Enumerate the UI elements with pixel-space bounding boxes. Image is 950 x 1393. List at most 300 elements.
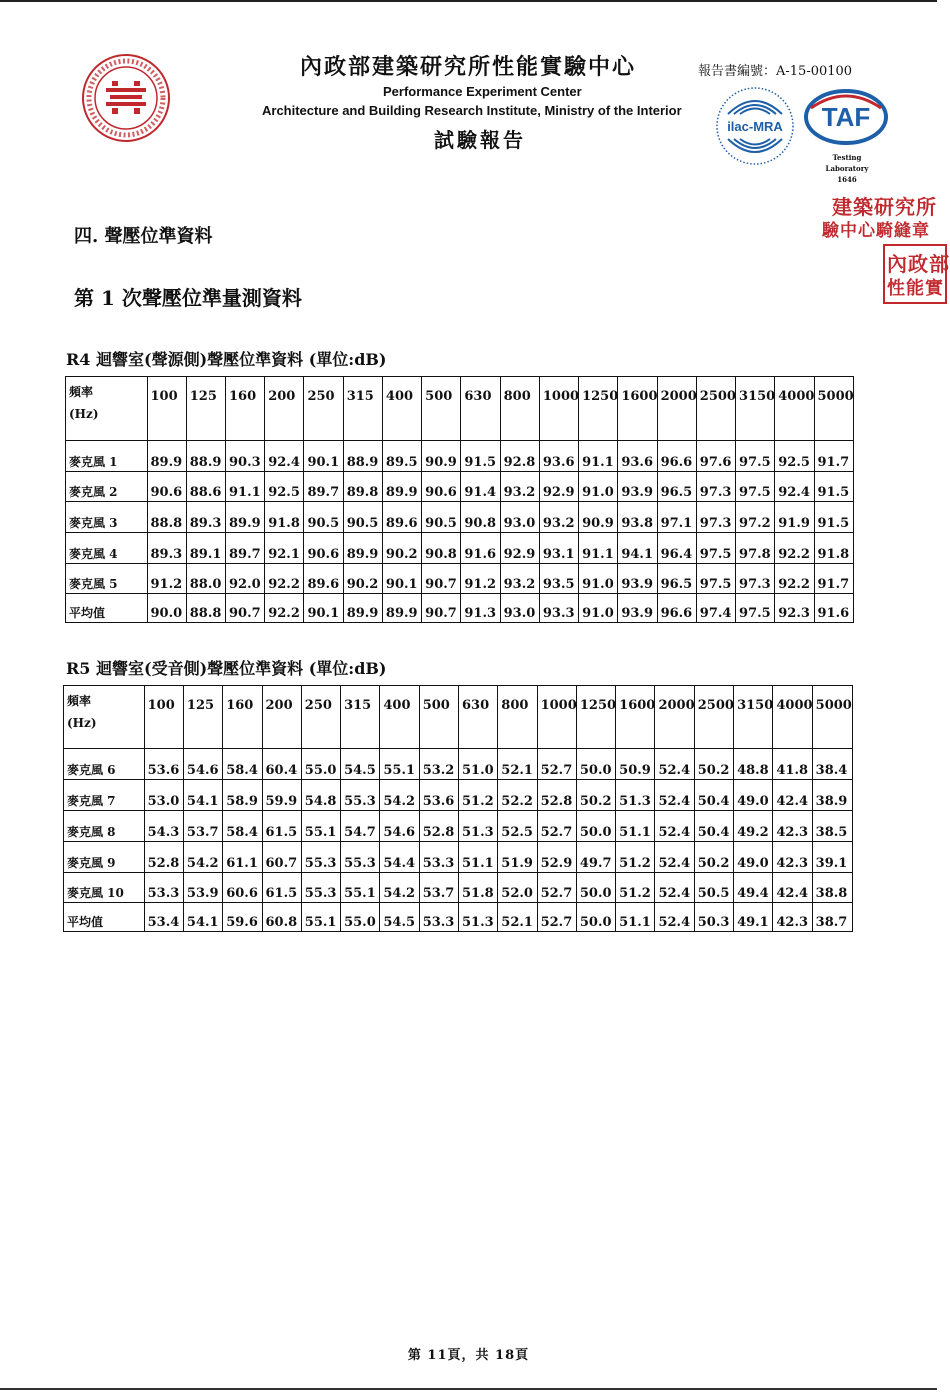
table-r4-source-room — [65, 376, 854, 623]
header-row — [64, 686, 853, 749]
taf-label: TAF — [821, 102, 871, 132]
document-title: 試驗報告 — [434, 128, 526, 152]
table1-caption: R4 迴響室(聲源側)聲壓位準資料 (單位:dB) — [66, 350, 387, 369]
taf-caption-line2: 1646 — [837, 175, 857, 184]
value-cell: 50.3 — [694, 903, 733, 932]
value-cell: 88.8 — [147, 502, 186, 533]
value-cell: 97.5 — [696, 564, 735, 594]
org-name-en-line1: Performance Experiment Center — [383, 84, 582, 99]
value-cell: 90.7 — [422, 594, 461, 623]
value-cell: 51.1 — [458, 842, 497, 873]
value-cell: 50.4 — [694, 780, 733, 811]
value-cell: 91.5 — [814, 502, 854, 533]
value-cell: 89.9 — [343, 594, 382, 623]
value-cell: 53.6 — [144, 749, 183, 780]
value-cell: 51.2 — [616, 842, 655, 873]
value-cell: 89.7 — [304, 472, 343, 502]
frequency-header-label — [64, 686, 145, 749]
value-cell: 93.1 — [539, 533, 578, 564]
value-cell: 91.6 — [814, 594, 854, 623]
value-cell: 54.6 — [183, 749, 222, 780]
value-cell: 90.1 — [304, 594, 343, 623]
value-cell: 52.4 — [655, 873, 694, 903]
frequency-header-cell: 5000 — [812, 686, 852, 749]
value-cell: 90.6 — [147, 472, 186, 502]
value-cell: 55.1 — [301, 903, 340, 932]
frequency-header-cell: 200 — [265, 377, 304, 441]
value-cell: 89.9 — [147, 441, 186, 472]
value-cell: 60.7 — [262, 842, 301, 873]
value-cell: 93.0 — [500, 502, 539, 533]
value-cell: 53.3 — [144, 873, 183, 903]
frequency-header-cell: 1600 — [616, 686, 655, 749]
value-cell: 60.6 — [223, 873, 262, 903]
value-cell: 92.4 — [775, 472, 814, 502]
value-cell: 90.0 — [147, 594, 186, 623]
page-number-footer: 第 11頁，共 18頁 — [407, 1348, 530, 1363]
frequency-header-label — [66, 377, 148, 441]
value-cell: 97.5 — [736, 594, 775, 623]
frequency-header-cell: 160 — [225, 377, 264, 441]
value-cell: 54.1 — [183, 903, 222, 932]
value-cell: 53.7 — [183, 811, 222, 842]
value-cell: 93.9 — [618, 564, 657, 594]
value-cell: 50.2 — [576, 780, 615, 811]
value-cell: 50.5 — [694, 873, 733, 903]
value-cell: 96.5 — [657, 564, 696, 594]
value-cell: 42.4 — [773, 780, 812, 811]
frequency-header-cell: 630 — [458, 686, 497, 749]
value-cell: 55.1 — [341, 873, 380, 903]
value-cell: 50.0 — [576, 749, 615, 780]
value-cell: 51.9 — [498, 842, 537, 873]
value-cell: 96.5 — [657, 472, 696, 502]
value-cell: 96.6 — [657, 441, 696, 472]
value-cell: 90.3 — [225, 441, 264, 472]
value-cell: 52.1 — [498, 903, 537, 932]
frequency-header-cell: 315 — [341, 686, 380, 749]
frequency-unit-label: (Hz) — [67, 716, 97, 730]
row-label-cell: 麥克風 8 — [64, 811, 145, 842]
value-cell: 90.1 — [382, 564, 421, 594]
value-cell: 93.9 — [618, 472, 657, 502]
frequency-header-cell: 5000 — [814, 377, 854, 441]
value-cell: 93.8 — [618, 502, 657, 533]
value-cell: 58.4 — [223, 811, 262, 842]
value-cell: 97.1 — [657, 502, 696, 533]
frequency-header-cell: 500 — [419, 686, 458, 749]
value-cell: 92.0 — [225, 564, 264, 594]
frequency-header-cell: 1250 — [576, 686, 615, 749]
value-cell: 38.7 — [812, 903, 852, 932]
table-row — [64, 780, 853, 811]
frequency-header-cell: 100 — [144, 686, 183, 749]
value-cell: 93.5 — [539, 564, 578, 594]
value-cell: 89.9 — [382, 472, 421, 502]
value-cell: 53.7 — [419, 873, 458, 903]
value-cell: 92.9 — [500, 533, 539, 564]
value-cell: 92.2 — [775, 533, 814, 564]
value-cell: 52.0 — [498, 873, 537, 903]
row-label-cell: 麥克風 3 — [66, 502, 148, 533]
value-cell: 52.4 — [655, 811, 694, 842]
frequency-header-cell: 250 — [301, 686, 340, 749]
value-cell: 42.3 — [773, 903, 812, 932]
value-cell: 88.6 — [186, 472, 225, 502]
value-cell: 50.0 — [576, 873, 615, 903]
value-cell: 92.2 — [265, 564, 304, 594]
value-cell: 89.9 — [225, 502, 264, 533]
table-row — [66, 472, 854, 502]
value-cell: 52.1 — [498, 749, 537, 780]
frequency-header-cell: 315 — [343, 377, 382, 441]
value-cell: 88.8 — [186, 594, 225, 623]
row-label-cell: 麥克風 9 — [64, 842, 145, 873]
table-row — [66, 564, 854, 594]
frequency-header-cell: 160 — [223, 686, 262, 749]
value-cell: 88.9 — [343, 441, 382, 472]
value-cell: 54.4 — [380, 842, 419, 873]
value-cell: 51.0 — [458, 749, 497, 780]
value-cell: 93.2 — [500, 472, 539, 502]
value-cell: 53.2 — [419, 749, 458, 780]
value-cell: 52.2 — [498, 780, 537, 811]
value-cell: 93.2 — [539, 502, 578, 533]
value-cell: 90.5 — [304, 502, 343, 533]
sub-heading: 第 1 次聲壓位準量測資料 — [74, 286, 302, 310]
frequency-header-cell: 800 — [498, 686, 537, 749]
value-cell: 38.5 — [812, 811, 852, 842]
value-cell: 59.9 — [262, 780, 301, 811]
row-label-cell: 麥克風 7 — [64, 780, 145, 811]
value-cell: 58.4 — [223, 749, 262, 780]
row-label-cell: 麥克風 4 — [66, 533, 148, 564]
value-cell: 58.9 — [223, 780, 262, 811]
value-cell: 89.3 — [186, 502, 225, 533]
value-cell: 89.1 — [186, 533, 225, 564]
value-cell: 38.8 — [812, 873, 852, 903]
value-cell: 89.7 — [225, 533, 264, 564]
value-cell: 91.8 — [265, 502, 304, 533]
value-cell: 93.9 — [618, 594, 657, 623]
value-cell: 51.2 — [616, 873, 655, 903]
value-cell: 90.9 — [579, 502, 618, 533]
frequency-header-cell: 2500 — [694, 686, 733, 749]
frequency-header-cell: 125 — [183, 686, 222, 749]
value-cell: 92.4 — [265, 441, 304, 472]
value-cell: 90.7 — [422, 564, 461, 594]
value-cell: 59.6 — [223, 903, 262, 932]
value-cell: 97.8 — [736, 533, 775, 564]
value-cell: 52.8 — [537, 780, 576, 811]
taf-logo — [803, 88, 889, 146]
value-cell: 52.7 — [537, 811, 576, 842]
value-cell: 49.0 — [734, 842, 773, 873]
value-cell: 88.9 — [186, 441, 225, 472]
value-cell: 91.1 — [579, 441, 618, 472]
value-cell: 51.3 — [458, 903, 497, 932]
value-cell: 91.0 — [579, 564, 618, 594]
value-cell: 97.3 — [696, 502, 735, 533]
value-cell: 90.9 — [422, 441, 461, 472]
value-cell: 49.2 — [734, 811, 773, 842]
row-label-cell: 麥克風 5 — [66, 564, 148, 594]
value-cell: 55.1 — [301, 811, 340, 842]
value-cell: 90.5 — [343, 502, 382, 533]
seam-stamp-line3: 內政部 — [887, 252, 950, 276]
value-cell: 91.0 — [579, 472, 618, 502]
frequency-header-cell: 3150 — [736, 377, 775, 441]
value-cell: 97.3 — [696, 472, 735, 502]
value-cell: 91.4 — [461, 472, 500, 502]
value-cell: 53.3 — [419, 842, 458, 873]
value-cell: 49.1 — [734, 903, 773, 932]
value-cell: 55.3 — [301, 842, 340, 873]
value-cell: 52.5 — [498, 811, 537, 842]
frequency-label: 頻率 — [67, 694, 92, 708]
value-cell: 96.6 — [657, 594, 696, 623]
value-cell: 89.8 — [343, 472, 382, 502]
page-top-edge — [0, 0, 937, 2]
value-cell: 89.9 — [343, 533, 382, 564]
frequency-header-cell: 500 — [422, 377, 461, 441]
value-cell: 50.0 — [576, 903, 615, 932]
value-cell: 91.2 — [461, 564, 500, 594]
table-row — [66, 441, 854, 472]
value-cell: 91.7 — [814, 564, 854, 594]
value-cell: 51.1 — [616, 811, 655, 842]
value-cell: 53.0 — [144, 780, 183, 811]
frequency-header-cell: 200 — [262, 686, 301, 749]
value-cell: 42.4 — [773, 873, 812, 903]
value-cell: 54.7 — [341, 811, 380, 842]
value-cell: 90.2 — [382, 533, 421, 564]
value-cell: 52.7 — [537, 749, 576, 780]
value-cell: 90.6 — [422, 472, 461, 502]
value-cell: 50.2 — [694, 749, 733, 780]
frequency-header-cell: 100 — [147, 377, 186, 441]
value-cell: 54.2 — [380, 873, 419, 903]
value-cell: 55.3 — [301, 873, 340, 903]
value-cell: 97.6 — [696, 441, 735, 472]
value-cell: 52.8 — [144, 842, 183, 873]
value-cell: 55.0 — [301, 749, 340, 780]
report-number: 報告書編號：A-15-00100 — [698, 64, 853, 79]
value-cell: 93.2 — [500, 564, 539, 594]
table-row — [64, 842, 853, 873]
frequency-header-cell: 4000 — [773, 686, 812, 749]
value-cell: 92.3 — [775, 594, 814, 623]
value-cell: 54.5 — [341, 749, 380, 780]
value-cell: 92.5 — [775, 441, 814, 472]
value-cell: 90.8 — [461, 502, 500, 533]
frequency-header-cell: 2000 — [655, 686, 694, 749]
value-cell: 50.0 — [576, 811, 615, 842]
row-label-cell: 麥克風 2 — [66, 472, 148, 502]
frequency-header-cell: 2500 — [696, 377, 735, 441]
frequency-header-cell: 1600 — [618, 377, 657, 441]
frequency-header-cell: 3150 — [734, 686, 773, 749]
value-cell: 54.8 — [301, 780, 340, 811]
value-cell: 91.9 — [775, 502, 814, 533]
frequency-label: 頻率 — [69, 385, 94, 399]
value-cell: 91.1 — [579, 533, 618, 564]
value-cell: 60.8 — [262, 903, 301, 932]
frequency-header-cell: 1250 — [579, 377, 618, 441]
value-cell: 52.4 — [655, 780, 694, 811]
value-cell: 55.3 — [341, 842, 380, 873]
value-cell: 49.0 — [734, 780, 773, 811]
value-cell: 38.9 — [812, 780, 852, 811]
value-cell: 54.2 — [183, 842, 222, 873]
table-row — [64, 749, 853, 780]
value-cell: 91.5 — [814, 472, 854, 502]
value-cell: 52.7 — [537, 873, 576, 903]
value-cell: 52.9 — [537, 842, 576, 873]
value-cell: 92.9 — [539, 472, 578, 502]
value-cell: 48.8 — [734, 749, 773, 780]
value-cell: 97.5 — [736, 441, 775, 472]
value-cell: 91.5 — [461, 441, 500, 472]
value-cell: 54.6 — [380, 811, 419, 842]
value-cell: 52.4 — [655, 749, 694, 780]
frequency-header-cell: 250 — [304, 377, 343, 441]
org-name-cn: 內政部建築研究所性能實驗中心 — [300, 54, 637, 80]
value-cell: 60.4 — [262, 749, 301, 780]
value-cell: 97.3 — [736, 564, 775, 594]
seam-stamp-line1: 建築研究所 — [832, 195, 937, 219]
frequency-header-cell: 400 — [380, 686, 419, 749]
value-cell: 90.2 — [343, 564, 382, 594]
value-cell: 53.4 — [144, 903, 183, 932]
frequency-header-cell: 4000 — [775, 377, 814, 441]
value-cell: 94.1 — [618, 533, 657, 564]
value-cell: 97.5 — [696, 533, 735, 564]
table-row — [66, 502, 854, 533]
taf-caption — [812, 152, 882, 185]
value-cell: 51.3 — [616, 780, 655, 811]
value-cell: 91.6 — [461, 533, 500, 564]
header-row — [66, 377, 854, 441]
value-cell: 97.5 — [736, 472, 775, 502]
ilac-mra-label: ilac-MRA — [727, 119, 783, 134]
value-cell: 53.3 — [419, 903, 458, 932]
table2-caption: R5 迴響室(受音側)聲壓位準資料 (單位:dB) — [66, 659, 387, 678]
value-cell: 49.7 — [576, 842, 615, 873]
value-cell: 96.4 — [657, 533, 696, 564]
value-cell: 93.0 — [500, 594, 539, 623]
value-cell: 55.1 — [380, 749, 419, 780]
value-cell: 89.6 — [382, 502, 421, 533]
value-cell: 91.8 — [814, 533, 854, 564]
value-cell: 54.2 — [380, 780, 419, 811]
value-cell: 54.3 — [144, 811, 183, 842]
value-cell: 93.6 — [618, 441, 657, 472]
table-row — [64, 873, 853, 903]
value-cell: 97.2 — [736, 502, 775, 533]
frequency-header-cell: 400 — [382, 377, 421, 441]
value-cell: 97.4 — [696, 594, 735, 623]
row-label-cell: 麥克風 10 — [64, 873, 145, 903]
value-cell: 91.0 — [579, 594, 618, 623]
frequency-header-cell: 2000 — [657, 377, 696, 441]
value-cell: 88.0 — [186, 564, 225, 594]
frequency-header-cell: 1000 — [539, 377, 578, 441]
frequency-header-cell: 1000 — [537, 686, 576, 749]
value-cell: 51.8 — [458, 873, 497, 903]
value-cell: 38.4 — [812, 749, 852, 780]
page-bottom-edge — [0, 1388, 937, 1390]
value-cell: 54.5 — [380, 903, 419, 932]
value-cell: 51.1 — [616, 903, 655, 932]
table-row — [64, 811, 853, 842]
value-cell: 90.1 — [304, 441, 343, 472]
frequency-header-cell: 630 — [461, 377, 500, 441]
value-cell: 92.8 — [500, 441, 539, 472]
value-cell: 52.8 — [419, 811, 458, 842]
value-cell: 91.7 — [814, 441, 854, 472]
table-r5-receiving-room — [63, 685, 853, 932]
value-cell: 41.8 — [773, 749, 812, 780]
value-cell: 61.5 — [262, 811, 301, 842]
value-cell: 89.5 — [382, 441, 421, 472]
value-cell: 52.7 — [537, 903, 576, 932]
abri-seal-logo — [80, 52, 172, 144]
value-cell: 50.2 — [694, 842, 733, 873]
seam-stamp-line4: 性能實 — [887, 278, 944, 299]
value-cell: 89.9 — [382, 594, 421, 623]
frequency-header-cell: 125 — [186, 377, 225, 441]
value-cell: 93.3 — [539, 594, 578, 623]
row-label-cell: 麥克風 6 — [64, 749, 145, 780]
value-cell: 91.1 — [225, 472, 264, 502]
value-cell: 90.5 — [422, 502, 461, 533]
value-cell: 39.1 — [812, 842, 852, 873]
value-cell: 89.3 — [147, 533, 186, 564]
value-cell: 90.8 — [422, 533, 461, 564]
row-label-cell: 平均值 — [64, 903, 145, 932]
value-cell: 89.6 — [304, 564, 343, 594]
value-cell: 49.4 — [734, 873, 773, 903]
value-cell: 52.4 — [655, 903, 694, 932]
value-cell: 61.1 — [223, 842, 262, 873]
value-cell: 53.9 — [183, 873, 222, 903]
value-cell: 61.5 — [262, 873, 301, 903]
value-cell: 42.3 — [773, 811, 812, 842]
ilac-mra-logo — [714, 84, 796, 168]
table-row — [66, 533, 854, 564]
value-cell: 50.4 — [694, 811, 733, 842]
frequency-unit-label: (Hz) — [69, 407, 99, 421]
org-name-en-line2: Architecture and Building Research Institute, Ministry of the Interior — [262, 103, 682, 118]
value-cell: 92.1 — [265, 533, 304, 564]
value-cell: 42.3 — [773, 842, 812, 873]
value-cell: 93.6 — [539, 441, 578, 472]
value-cell: 54.1 — [183, 780, 222, 811]
taf-caption-line1: Testing Laboratory — [825, 153, 869, 173]
table-row — [64, 903, 853, 932]
value-cell: 53.6 — [419, 780, 458, 811]
row-label-cell: 平均值 — [66, 594, 148, 623]
row-label-cell: 麥克風 1 — [66, 441, 148, 472]
value-cell: 92.2 — [775, 564, 814, 594]
value-cell: 55.3 — [341, 780, 380, 811]
section-heading: 四. 聲壓位準資料 — [74, 226, 213, 247]
value-cell: 92.5 — [265, 472, 304, 502]
value-cell: 55.0 — [341, 903, 380, 932]
value-cell: 90.7 — [225, 594, 264, 623]
value-cell: 51.2 — [458, 780, 497, 811]
